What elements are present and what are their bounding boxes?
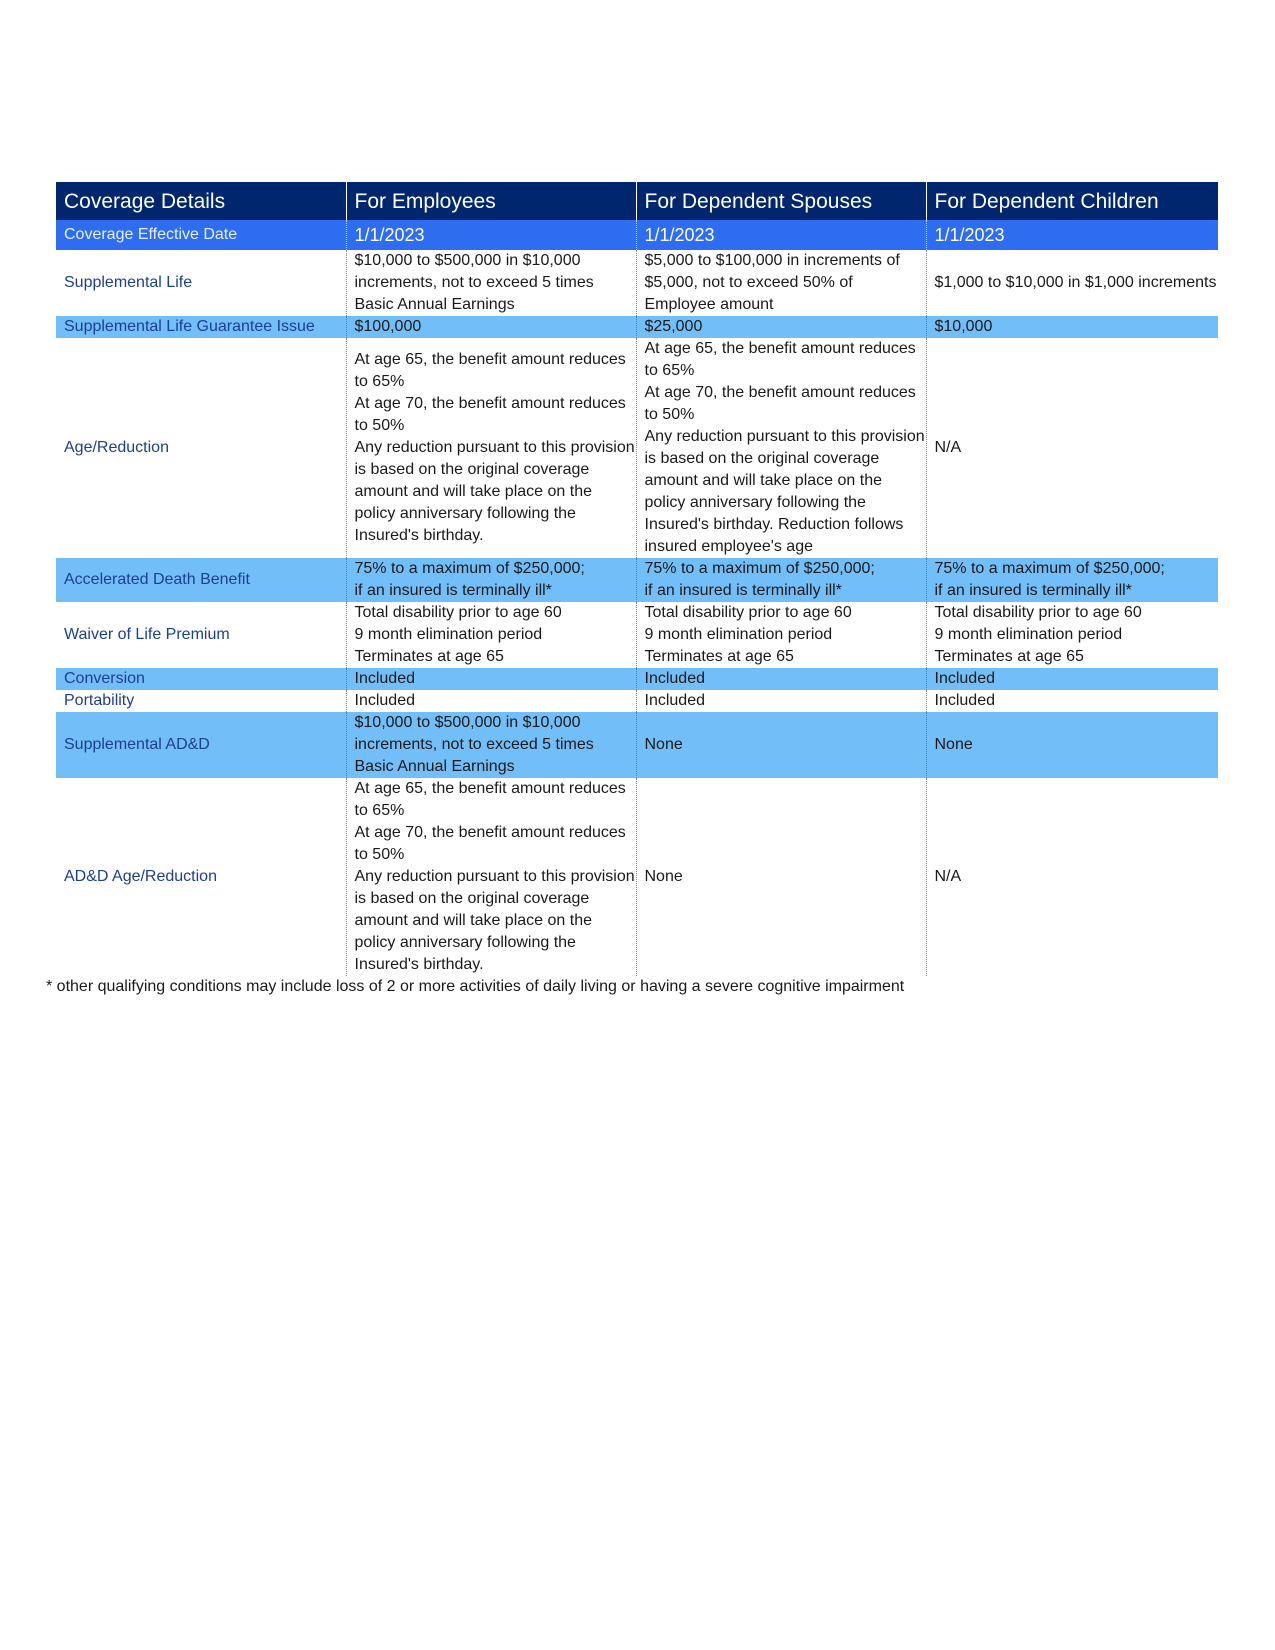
header-coverage-details: Coverage Details <box>56 182 346 220</box>
row-supplemental-add <box>56 712 1218 778</box>
row-supplemental-life <box>56 250 1218 316</box>
cell-spouses: None <box>636 712 926 778</box>
row-coverage-effective-date <box>56 220 1218 250</box>
cell-spouses: 75% to a maximum of $250,000; if an insured is terminally ill* <box>636 558 926 602</box>
row-label: Conversion <box>56 668 346 690</box>
cell-children: 1/1/2023 <box>926 220 1218 250</box>
coverage-table-container <box>56 182 1218 976</box>
cell-spouses: $25,000 <box>636 316 926 338</box>
cell-employees: At age 65, the benefit amount reduces to 65% At age 70, the benefit amount reduces to 50% Any reduction pursuant to this provision is based on the original coverage amount and will take place on the policy anniversary following the Insured's birthday. <box>346 338 636 558</box>
row-guarantee-issue <box>56 316 1218 338</box>
row-label: Supplemental AD&D <box>56 712 346 778</box>
cell-children: N/A <box>926 338 1218 558</box>
cell-employees: Total disability prior to age 60 9 month elimination period Terminates at age 65 <box>346 602 636 668</box>
cell-children: $10,000 <box>926 316 1218 338</box>
cell-employees: 75% to a maximum of $250,000; if an insured is terminally ill* <box>346 558 636 602</box>
cell-children: $1,000 to $10,000 in $1,000 increments <box>926 250 1218 316</box>
coverage-table <box>56 182 1218 976</box>
cell-children: Included <box>926 668 1218 690</box>
cell-employees: Included <box>346 690 636 712</box>
row-portability <box>56 690 1218 712</box>
cell-children: Included <box>926 690 1218 712</box>
row-age-reduction <box>56 338 1218 558</box>
row-label: Supplemental Life Guarantee Issue <box>56 316 346 338</box>
cell-employees: $10,000 to $500,000 in $10,000 increments, not to exceed 5 times Basic Annual Earnings <box>346 712 636 778</box>
cell-employees: Included <box>346 668 636 690</box>
row-conversion <box>56 668 1218 690</box>
cell-children: None <box>926 712 1218 778</box>
cell-children: N/A <box>926 778 1218 976</box>
row-label: Waiver of Life Premium <box>64 626 230 643</box>
cell-spouses: Included <box>636 690 926 712</box>
cell-spouses: None <box>636 778 926 976</box>
row-label: AD&D Age/Reduction <box>64 868 217 885</box>
row-add-age-reduction <box>56 778 1218 976</box>
row-label: Accelerated Death Benefit <box>56 558 346 602</box>
cell-employees: $100,000 <box>346 316 636 338</box>
cell-spouses: At age 65, the benefit amount reduces to 65% At age 70, the benefit amount reduces to 50% Any reduction pursuant to this provision is based on the original coverage amount and will take place on the policy anniversary following the Insured's birthday. Reduction follows insured employee's age <box>636 338 926 558</box>
cell-spouses: $5,000 to $100,000 in increments of $5,000, not to exceed 50% of Employee amount <box>636 250 926 316</box>
header-for-dependent-children: For Dependent Children <box>926 182 1218 220</box>
cell-children: 75% to a maximum of $250,000; if an insured is terminally ill* <box>926 558 1218 602</box>
cell-employees: At age 65, the benefit amount reduces to 65% At age 70, the benefit amount reduces to 50% Any reduction pursuant to this provision is based on the original coverage amount and will take place on the policy anniversary following the Insured's birthday. <box>346 778 636 976</box>
table-header-row <box>56 182 1218 220</box>
cell-spouses: 1/1/2023 <box>636 220 926 250</box>
footnote: * other qualifying conditions may include loss of 2 or more activities of daily living or having a severe cognitive impairment <box>46 978 905 995</box>
cell-children: Total disability prior to age 60 9 month elimination period Terminates at age 65 <box>926 602 1218 668</box>
cell-employees: 1/1/2023 <box>346 220 636 250</box>
row-label: Coverage Effective Date <box>56 220 346 250</box>
cell-employees: $10,000 to $500,000 in $10,000 increments, not to exceed 5 times Basic Annual Earnings <box>346 250 636 316</box>
cell-spouses: Included <box>636 668 926 690</box>
row-label: Age/Reduction <box>64 439 169 456</box>
row-label: Portability <box>64 692 135 709</box>
row-accelerated-death-benefit <box>56 558 1218 602</box>
header-for-employees: For Employees <box>346 182 636 220</box>
cell-spouses: Total disability prior to age 60 9 month elimination period Terminates at age 65 <box>636 602 926 668</box>
header-for-dependent-spouses: For Dependent Spouses <box>636 182 926 220</box>
row-label: Supplemental Life <box>64 274 193 291</box>
row-waiver-of-life-premium <box>56 602 1218 668</box>
